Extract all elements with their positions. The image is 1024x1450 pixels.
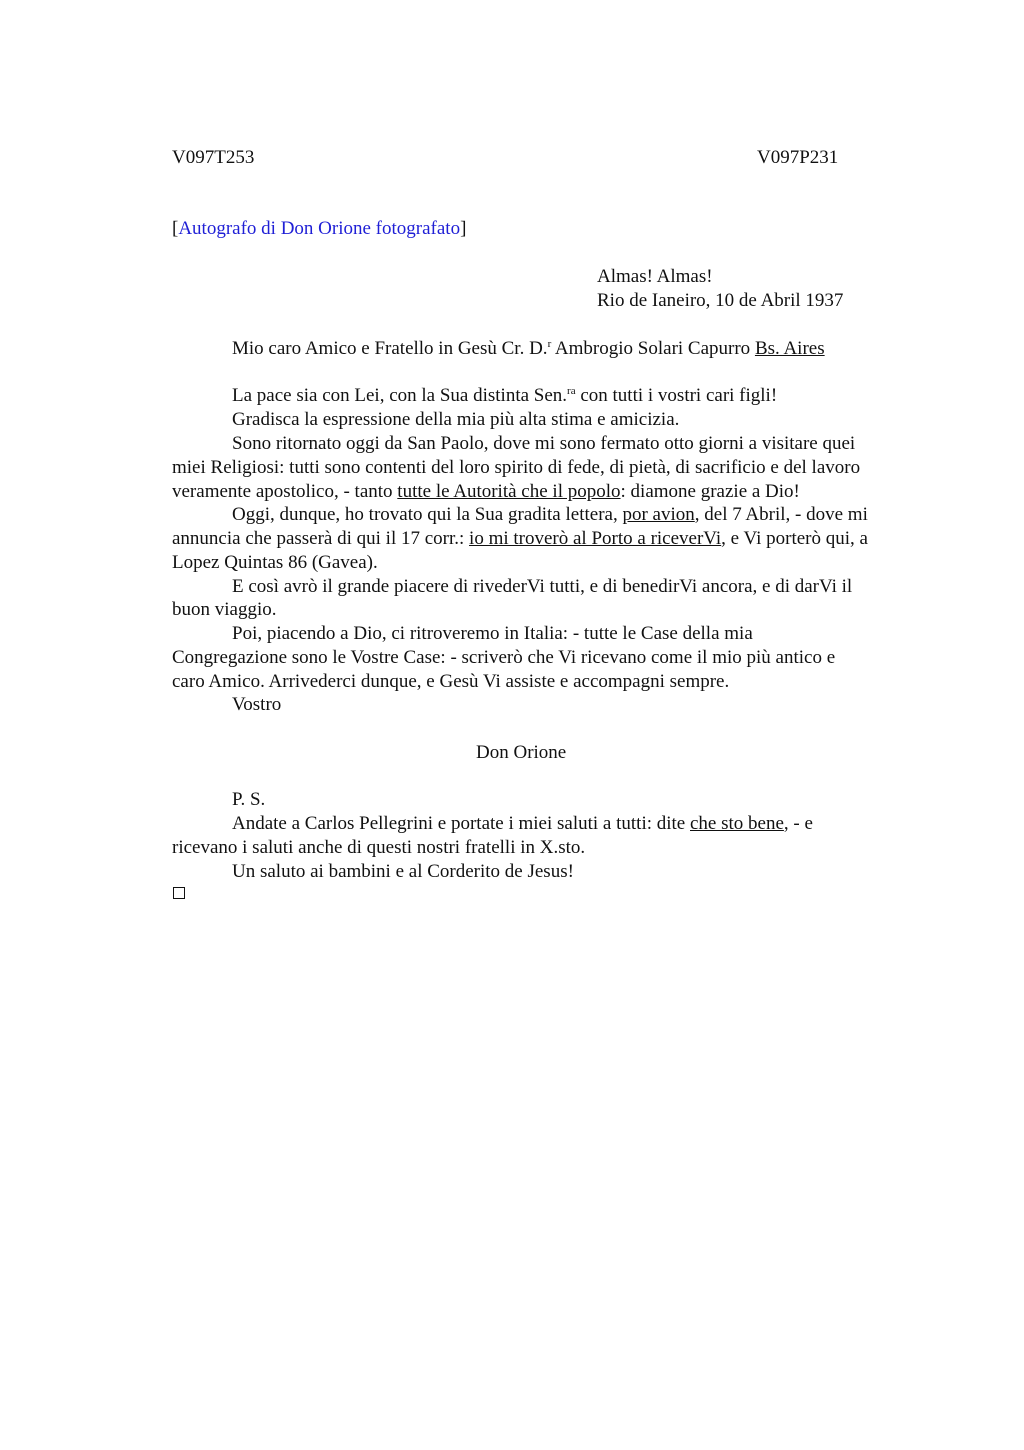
body-text: : diamone grazie a Dio!	[620, 481, 800, 502]
note-bracket-open: [	[172, 218, 179, 239]
body-line-8: Lopez Quintas 86 (Gavea).	[172, 552, 378, 573]
postscript-line-1	[232, 812, 813, 836]
body-line-3: Sono ritornato oggi da San Paolo, dove mi sono fermato otto giorni a visitare quei	[232, 433, 856, 454]
body-text: veramente apostolico, - tanto	[172, 481, 398, 502]
body-text: La pace sia con Lei, con la Sua distinta Sen.	[232, 385, 568, 406]
note-text: Autografo di Don Orione fotografato	[178, 218, 461, 239]
body-superscript: ra	[567, 385, 576, 397]
signature: Don Orione	[476, 742, 567, 763]
body-line-6	[232, 503, 868, 527]
dateline-motto: Almas! Almas!	[597, 266, 713, 287]
body-line-11: Poi, piacendo a Dio, ci ritroveremo in Italia: - tutte le Case della mia	[232, 623, 753, 644]
salutation-superscript: r	[547, 338, 552, 350]
body-line-4: miei Religiosi: tutti sono contenti del loro spirito di fede, di pietà, di sacrificio e del lavoro	[172, 457, 861, 478]
end-marker-icon	[173, 887, 185, 899]
body-text: , del 7 Abril, - dove mi	[694, 504, 868, 525]
body-text: con tutti i vostri cari figli!	[575, 385, 778, 406]
body-underlined: por avion	[622, 504, 695, 525]
body-line-13: caro Amico. Arrivederci dunque, e Gesù Vi assiste e accompagni sempre.	[172, 671, 730, 692]
body-line-7	[172, 527, 868, 551]
postscript-text: , - e	[783, 813, 813, 834]
body-line-5	[172, 480, 800, 504]
body-line-10: buon viaggio.	[172, 599, 277, 620]
document-code-left: V097T253	[172, 147, 255, 168]
editorial-note	[172, 217, 466, 241]
document-code-right: V097P231	[757, 147, 839, 168]
body-underlined: tutte le Autorità che il popolo	[397, 481, 621, 502]
body-line-14: Vostro	[232, 694, 282, 715]
body-underlined: io mi troverò al Porto a riceverVi	[469, 528, 722, 549]
postscript-label: P. S.	[232, 789, 266, 810]
body-line-9: E così avrò il grande piacere di rivederVi tutti, e di benedirVi ancora, e di darVi il	[232, 576, 853, 597]
salutation-text: Mio caro Amico e Fratello in Gesù Cr. D.	[232, 338, 548, 359]
body-line-1	[232, 384, 777, 408]
body-line-2: Gradisca la espressione della mia più alta stima e amicizia.	[232, 409, 680, 430]
salutation	[232, 337, 825, 361]
note-bracket-close: ]	[460, 218, 467, 239]
dateline-place-date: Rio de Ianeiro, 10 de Abril 1937	[597, 290, 844, 311]
postscript-text: Andate a Carlos Pellegrini e portate i miei saluti a tutti: dite	[232, 813, 690, 834]
postscript-line-3: Un saluto ai bambini e al Corderito de Jesus!	[232, 861, 574, 882]
salutation-city: Bs. Aires	[754, 338, 825, 359]
body-text: annuncia che passerà di qui il 17 corr.:	[172, 528, 470, 549]
postscript-underlined: che sto bene	[690, 813, 784, 834]
body-text: Oggi, dunque, ho trovato qui la Sua gradita lettera,	[232, 504, 623, 525]
body-text: , e Vi porterò qui, a	[721, 528, 868, 549]
postscript-line-2: ricevano i saluti anche di questi nostri fratelli in X.sto.	[172, 837, 586, 858]
body-line-12: Congregazione sono le Vostre Case: - scriverò che Vi ricevano come il mio più antico e	[172, 647, 836, 668]
salutation-name: Ambrogio Solari Capurro	[551, 338, 755, 359]
